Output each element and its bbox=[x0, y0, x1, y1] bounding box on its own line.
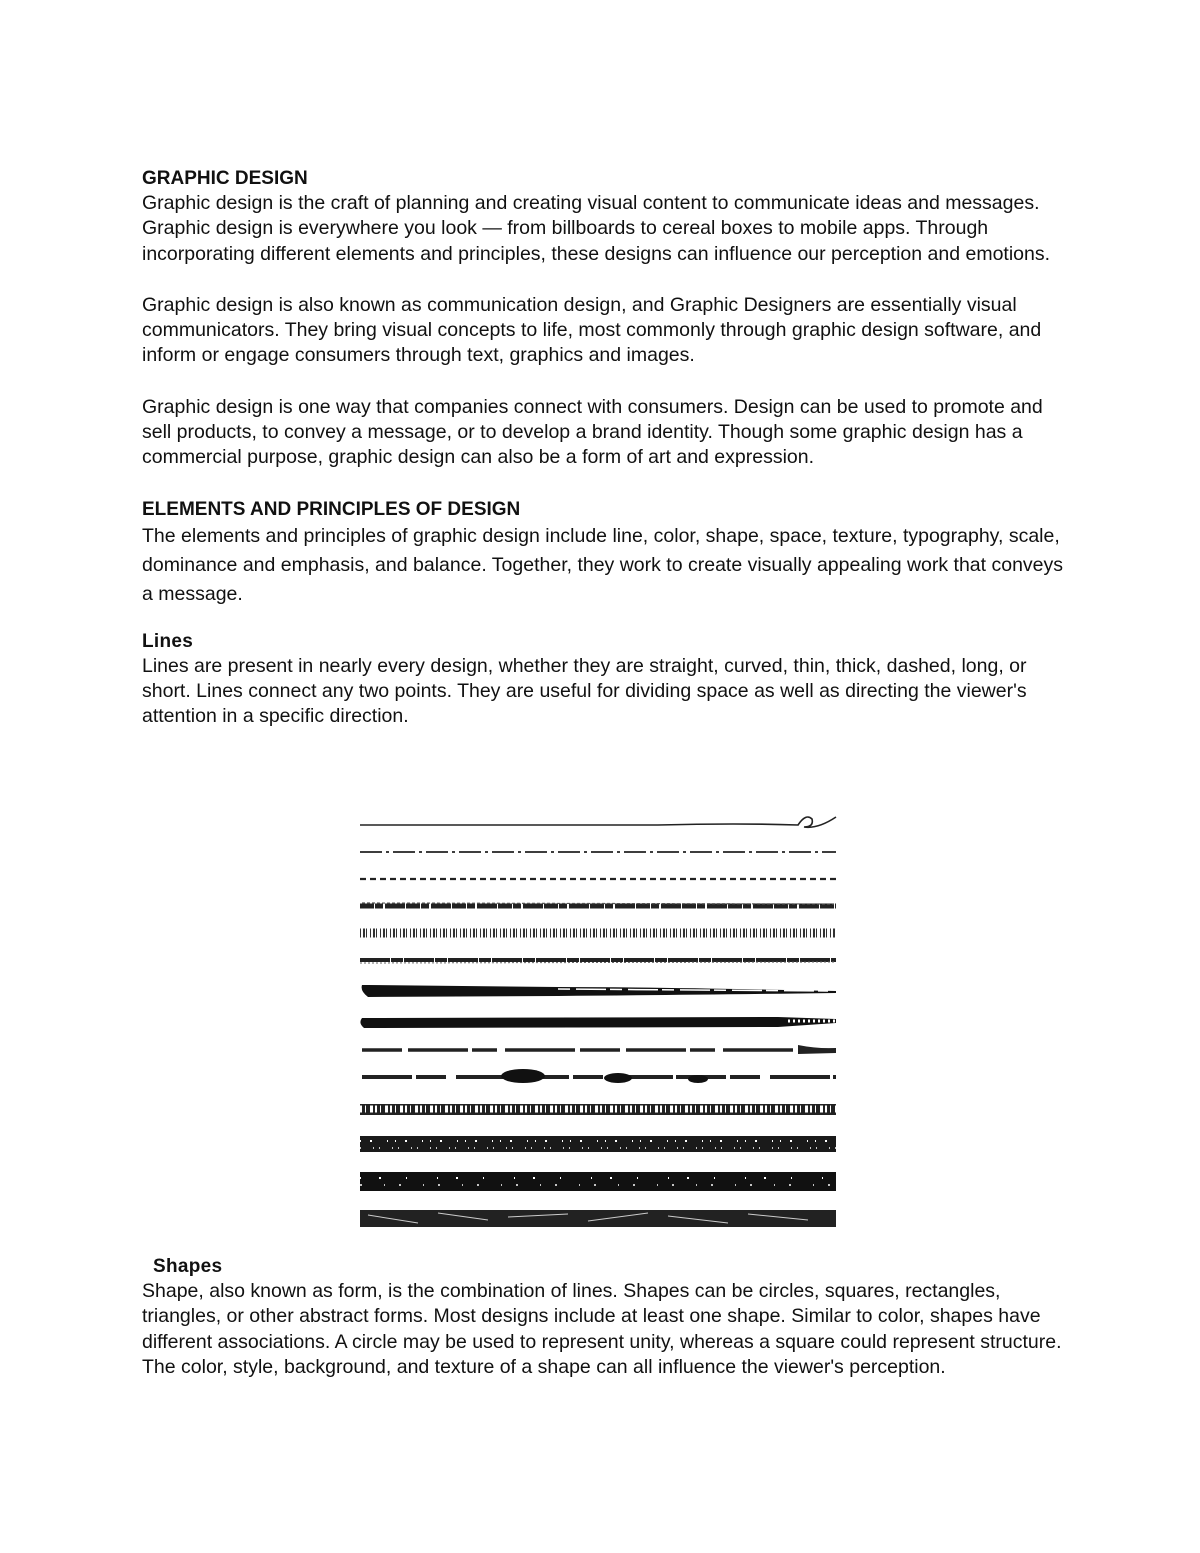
document-body bbox=[142, 166, 1072, 730]
subheading-lines: Lines bbox=[142, 630, 194, 652]
section-heading-graphic-design: GRAPHIC DESIGN bbox=[142, 168, 308, 189]
paragraph-shapes: Shape, also known as form, is the combination of lines. Shapes can be circles, squares, rectangles, triangles, or other abstract forms. Most designs include at least one shape. Similar to color, shapes have different associations. A circle may be used to represent unity, whereas a square could represent structure. The color, style, background, and texture of a shape can all influence the viewer's perception. bbox=[142, 1280, 1062, 1378]
paragraph-communication-design: Graphic design is also known as communication design, and Graphic Designers are essentially visual communicators. They bring visual concepts to life, most commonly through graphic design software, and inform or engage consumers through text, graphics and images. bbox=[142, 293, 1042, 367]
subheading-shapes: Shapes bbox=[153, 1256, 223, 1277]
paragraph-definition: Graphic design is the craft of planning and creating visual content to communicate ideas and messages. Graphic design is everywhere you look — from billboards to cereal boxes to mobile apps. Through incorporating different elements and principles, these designs can influence our perception and emotions. bbox=[142, 192, 1051, 265]
section-heading-elements-principles: ELEMENTS AND PRINCIPLES OF DESIGN bbox=[142, 498, 521, 520]
paragraph-companies: Graphic design is one way that companies connect with consumers. Design can be used to promote and sell products, to convey a message, or to develop a brand identity. Though some graphic design has a commercial purpose, graphic design can also be a form of art and expression. bbox=[142, 395, 1043, 469]
paragraph-elements-principles: The elements and principles of graphic design include line, color, shape, space, texture, typography, scale, dominance and emphasis, and balance. Together, they work to create visually appealing work that conveys a message. bbox=[142, 524, 1064, 605]
shapes-section bbox=[142, 1254, 1072, 1380]
paragraph-lines: Lines are present in nearly every design, whether they are straight, curved, thin, thick, dashed, long, or short. Lines connect any two points. They are useful for dividing space as well as directing the viewer's attention in a specific direction. bbox=[142, 654, 1027, 728]
line-styles-illustration bbox=[358, 805, 840, 1230]
